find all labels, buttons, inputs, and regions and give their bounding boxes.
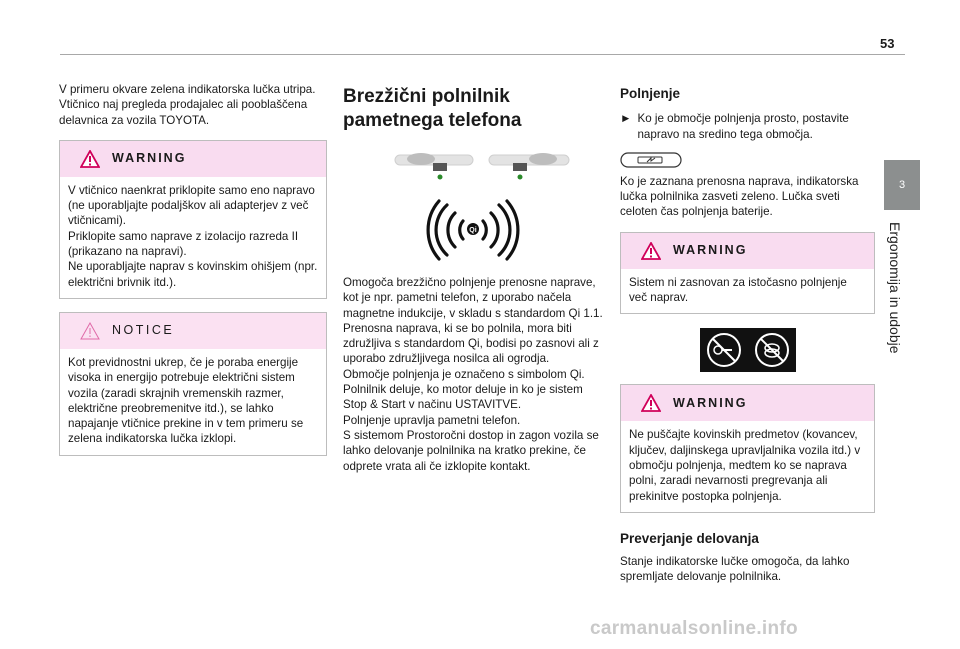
qi-wireless-charging-symbol-icon — [425, 199, 521, 261]
charging-step — [620, 111, 875, 142]
charging-step-text: Ko je območje polnjenja prosto, postavite napravo na sredino tega območja. — [637, 112, 849, 141]
warning-header — [621, 233, 874, 269]
warning-text: Sistem ni zasnovan za istočasno polnjenje več naprav. — [629, 275, 847, 305]
header-rule — [60, 54, 905, 55]
warning-header — [60, 141, 326, 177]
notice-title: NOTICE — [112, 323, 175, 338]
notice-header — [60, 313, 326, 349]
section-body: Omogoča brezžično polnjenje prenosne naprave, kot je npr. pametni telefon, z uporabo načela magnetne indukcije, v skladu s standardom Qi 1.1. Prenosna naprava, ki se bo polnila, mora biti združljiva s standardom Qi, bodisi po zasnovi ali z uporabo združljivega nosilca ali ogrodja. Območje polnjenja je označeno s simbolom Qi. Polnilnik deluje, ko motor deluje in ko je sistem Stop & Start v načinu USTAVITVE. Polnjenje upravlja pametni telefon. S sistemom Prostoročni dostop in zagon vozila se lahko delovanje polnilnika na kratko prekine, če odprete vrata ali če izklopite kontakt. — [343, 276, 603, 473]
column-right — [620, 86, 875, 585]
warning-icon — [641, 242, 661, 260]
chapter-tab[interactable]: 3 — [884, 160, 920, 210]
warning-title: WARNING — [112, 151, 187, 166]
warning-box — [59, 140, 327, 299]
warning-header — [621, 385, 874, 421]
section-heading: Brezžični polnilnik pametnega telefona — [343, 86, 522, 131]
warning-title: WARNING — [673, 243, 748, 258]
column-left — [59, 82, 327, 456]
charging-heading: Polnjenje — [620, 86, 681, 101]
warning-text: Ne puščajte kovinskih predmetov (kovancev, ključev, daljinskega upravljalnika vozila itd.) v območju polnjenja, medtem ko se naprava polni, zaradi nevarnosti pregrevanja ali prekinitve postopka polnjenja. — [629, 428, 861, 503]
car-dashboard-illustration — [393, 147, 573, 191]
warning-box-multiple-devices — [620, 232, 875, 315]
watermark: carmanualsonline.info — [590, 618, 798, 639]
notice-icon — [80, 322, 100, 340]
charging-pad-indicator-icon — [620, 152, 682, 168]
warning-title: WARNING — [673, 395, 748, 410]
intro-text: V primeru okvare zelena indikatorska lučka utripa. Vtičnico naj pregleda prodajalec ali pooblaščena delavnica za vozila TOYOTA. — [59, 83, 316, 127]
warning-box-metal-objects — [620, 384, 875, 512]
bullet-arrow-icon: ► — [620, 112, 632, 126]
detection-text: Ko je zaznana prenosna naprava, indikatorska lučka polnilnika zasveti zeleno. Lučka sveti celoten čas polnjenja baterije. — [620, 174, 859, 219]
check-heading: Preverjanje delovanja — [620, 530, 759, 546]
column-middle — [343, 85, 605, 474]
page-number: 53 — [880, 36, 895, 51]
notice-box — [59, 312, 327, 456]
svg-text:Qi: Qi — [469, 227, 477, 234]
chapter-title: Ergonomija in udobje — [887, 222, 903, 354]
notice-text: Kot previdnostni ukrep, če je poraba energije visoka in energijo potrebuje električni sistem vozila (zaradi skrajnih vremenskih razmer, električne preobremenitve itd.), se lahko napajanje vtičnice prekine in v tem primeru se zelena indikatorska lučka izklopi. — [68, 355, 304, 446]
warning-text: V vtičnico naenkrat priklopite samo eno napravo (ne uporabljajte podaljškov ali adapterjev z več vtičnicami). Priklopite samo naprave z izolacijo razreda II (prikazano na napravi). Ne uporabljajte naprav s kovinskim ohišjem (npr. električni brivnik itd.). — [68, 183, 318, 289]
check-text: Stanje indikatorske lučke omogoča, da lahko spremljate delovanje polnilnika. — [620, 555, 850, 584]
no-metal-objects-icon — [700, 328, 796, 372]
warning-icon — [80, 150, 100, 168]
warning-icon — [641, 394, 661, 412]
